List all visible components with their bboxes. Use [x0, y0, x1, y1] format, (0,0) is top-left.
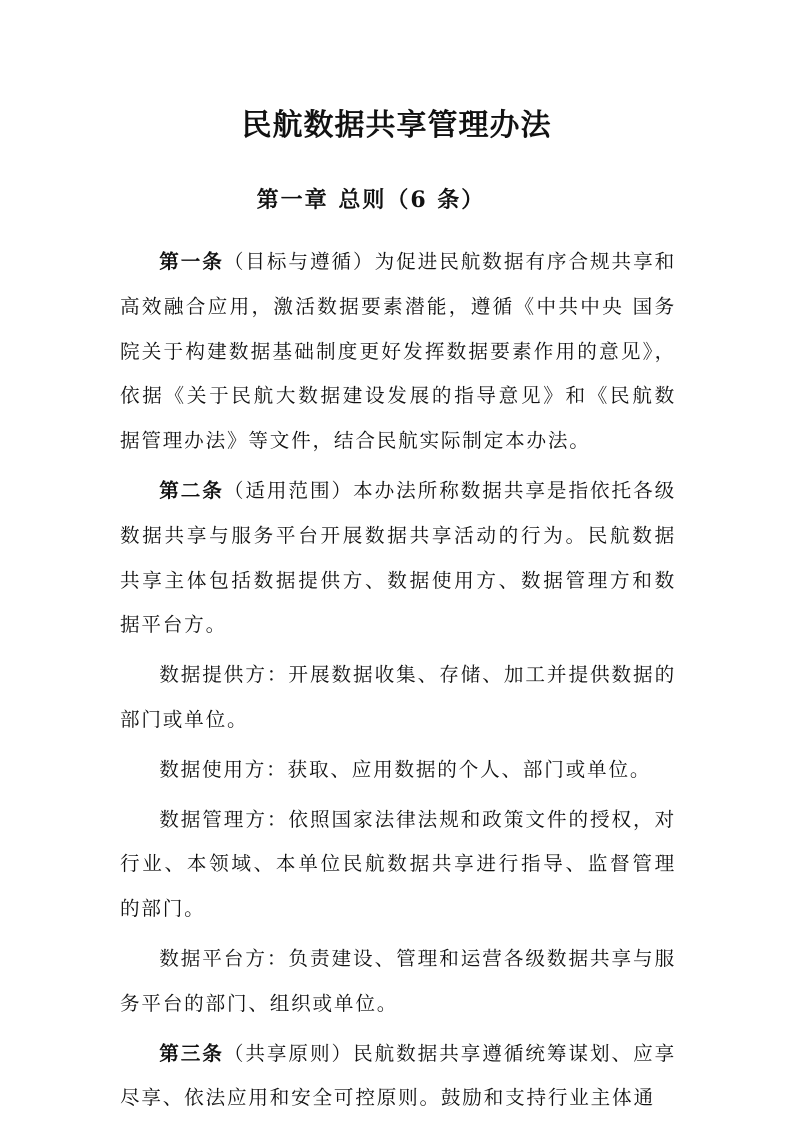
- article-topic: （共享原则）: [223, 1041, 354, 1065]
- definition-data-provider: 数据提供方：开展数据收集、存储、加工并提供数据的部门或单位。: [120, 663, 676, 731]
- article-2: [120, 469, 676, 648]
- article-topic: （目标与遵循）: [223, 250, 375, 273]
- article-text: 本办法所称数据共享是指依托各级数据共享与服务平台开展数据共享活动的行为。民航数据共享主体包括数据提供方、数据使用方、数据管理方和数据平台方。: [120, 478, 677, 637]
- document-title: 民航数据共享管理办法: [241, 108, 552, 143]
- article-number: 第一条: [159, 250, 224, 273]
- article-3: [120, 1032, 676, 1122]
- definition-data-manager: 数据管理方：依照国家法律法规和政策文件的授权，对行业、本领域、本单位民航数据共享进行指导、监督管理的部门。: [120, 807, 676, 921]
- chapter-title: 第一章 总则（6 条）: [256, 187, 486, 213]
- article-number: 第二条: [159, 478, 224, 502]
- article-1: [120, 240, 676, 464]
- article-topic: （适用范围）: [223, 478, 354, 502]
- article-text: 为促进民航数据有序合规共享和高效融合应用，激活数据要素潜能，遵循《中共中央 国务院关于构建数据基础制度更好发挥数据要素作用的意见》，依据《关于民航大数据建设发展的指导意见》和《民航数据管理办法》等文件，结合民航实际制定本办法。: [120, 250, 676, 453]
- document-body: [120, 240, 676, 1126]
- article-text: 民航数据共享遵循统筹谋划、应享尽享、依法应用和安全可控原则。鼓励和支持行业主体通: [120, 1041, 677, 1110]
- article-number: 第三条: [159, 1041, 224, 1065]
- definition-data-platform: 数据平台方：负责建设、管理和运营各级数据共享与服务平台的部门、组织或单位。: [120, 946, 676, 1015]
- definition-data-user: 数据使用方：获取、应用数据的个人、部门或单位。: [159, 757, 652, 781]
